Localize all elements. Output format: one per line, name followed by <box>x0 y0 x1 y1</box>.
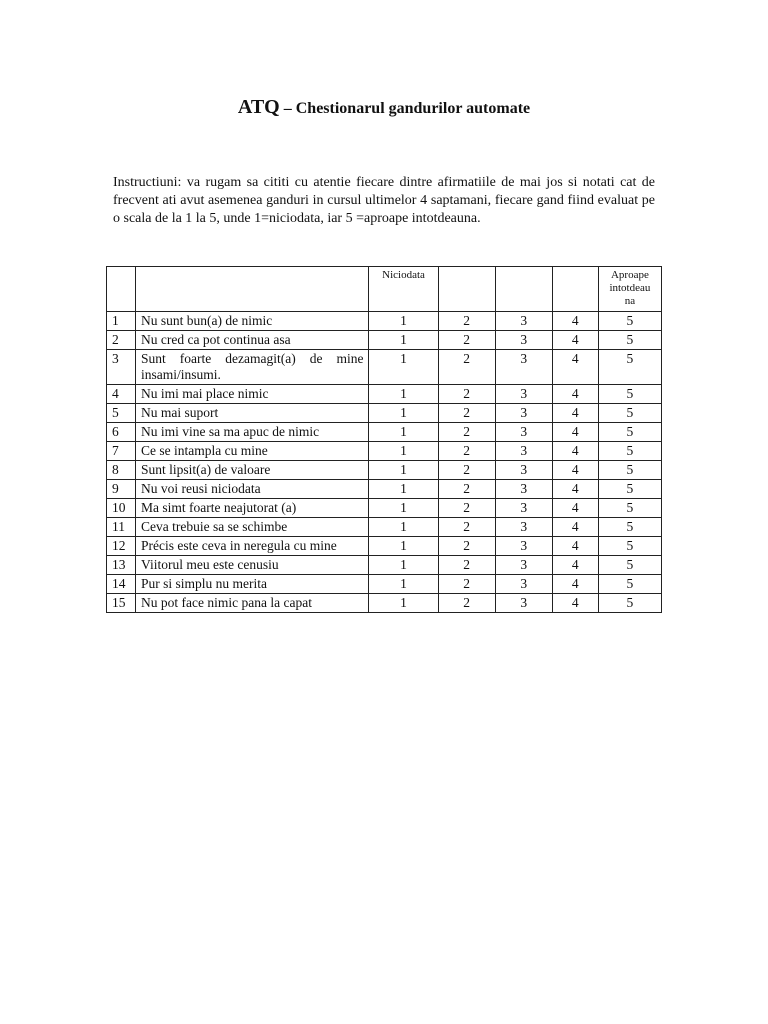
row-statement: Sunt lipsit(a) de valoare <box>136 461 369 480</box>
title-acronym: ATQ <box>237 96 280 118</box>
rating-cell-4: 4 <box>552 594 598 613</box>
rating-cell-3: 3 <box>495 556 552 575</box>
rating-cell-5: 5 <box>598 480 661 499</box>
rating-cell-2: 2 <box>438 499 495 518</box>
rating-cell-5: 5 <box>598 423 661 442</box>
table-row <box>107 461 662 480</box>
rating-cell-2: 2 <box>438 404 495 423</box>
row-number: 10 <box>107 499 136 518</box>
rating-cell-4: 4 <box>552 556 598 575</box>
table-row <box>107 499 662 518</box>
row-statement: Nu mai suport <box>136 404 369 423</box>
row-number: 5 <box>107 404 136 423</box>
rating-cell-3: 3 <box>495 575 552 594</box>
row-statement: Ma simt foarte neajutorat (a) <box>136 499 369 518</box>
rating-cell-3: 3 <box>495 331 552 350</box>
row-statement: Nu pot face nimic pana la capat <box>136 594 369 613</box>
row-number: 15 <box>107 594 136 613</box>
rating-cell-5: 5 <box>598 537 661 556</box>
rating-cell-4: 4 <box>552 480 598 499</box>
rating-cell-1: 1 <box>369 423 438 442</box>
rating-cell-5: 5 <box>598 404 661 423</box>
header-cell-number <box>107 267 136 312</box>
rating-cell-1: 1 <box>369 537 438 556</box>
rating-cell-3: 3 <box>495 537 552 556</box>
row-number: 6 <box>107 423 136 442</box>
rating-cell-4: 4 <box>552 461 598 480</box>
row-number: 2 <box>107 331 136 350</box>
table-body <box>107 312 662 613</box>
rating-cell-1: 1 <box>369 575 438 594</box>
rating-cell-3: 3 <box>495 499 552 518</box>
rating-cell-4: 4 <box>552 312 598 331</box>
page-title <box>0 96 768 119</box>
table-row <box>107 423 662 442</box>
row-statement: Viitorul meu este cenusiu <box>136 556 369 575</box>
questionnaire-table <box>106 266 662 613</box>
rating-cell-1: 1 <box>369 350 438 385</box>
rating-cell-1: 1 <box>369 461 438 480</box>
rating-cell-2: 2 <box>438 556 495 575</box>
table-row <box>107 594 662 613</box>
row-statement: Précis este ceva in neregula cu mine <box>136 537 369 556</box>
header-cell-scale-5: Aproape intotdeau na <box>598 267 661 312</box>
rating-cell-4: 4 <box>552 575 598 594</box>
rating-cell-1: 1 <box>369 594 438 613</box>
rating-cell-4: 4 <box>552 423 598 442</box>
row-number: 3 <box>107 350 136 385</box>
row-statement: Sunt foarte dezamagit(a) de mine insami/insumi. <box>136 350 369 385</box>
table-row <box>107 480 662 499</box>
row-statement: Pur si simplu nu merita <box>136 575 369 594</box>
rating-cell-1: 1 <box>369 442 438 461</box>
rating-cell-5: 5 <box>598 350 661 385</box>
rating-cell-1: 1 <box>369 480 438 499</box>
row-statement: Ce se intampla cu mine <box>136 442 369 461</box>
rating-cell-3: 3 <box>495 385 552 404</box>
table-row <box>107 331 662 350</box>
rating-cell-4: 4 <box>552 442 598 461</box>
table-header-row <box>107 267 662 312</box>
rating-cell-2: 2 <box>438 537 495 556</box>
rating-cell-2: 2 <box>438 594 495 613</box>
row-number: 13 <box>107 556 136 575</box>
rating-cell-5: 5 <box>598 385 661 404</box>
instructions-paragraph: Instructiuni: va rugam sa cititi cu atentie fiecare dintre afirmatiile de mai jos si notati cat de frecvent ati avut asemenea ganduri in cursul ultimelor 4 saptamani, fiecare gand fiind evaluat pe o scala de la 1 la 5, unde 1=niciodata, iar 5 =aproape intotdeauna. <box>113 175 655 226</box>
title-text: – Chestionarul gandurilor automate <box>279 100 531 117</box>
rating-cell-5: 5 <box>598 312 661 331</box>
rating-cell-3: 3 <box>495 404 552 423</box>
row-statement: Nu imi vine sa ma apuc de nimic <box>136 423 369 442</box>
row-statement: Nu voi reusi niciodata <box>136 480 369 499</box>
rating-cell-2: 2 <box>438 423 495 442</box>
rating-cell-5: 5 <box>598 331 661 350</box>
rating-cell-3: 3 <box>495 423 552 442</box>
table-row <box>107 537 662 556</box>
rating-cell-1: 1 <box>369 385 438 404</box>
rating-cell-5: 5 <box>598 556 661 575</box>
table-row <box>107 575 662 594</box>
rating-cell-2: 2 <box>438 575 495 594</box>
rating-cell-4: 4 <box>552 537 598 556</box>
rating-cell-2: 2 <box>438 312 495 331</box>
rating-cell-1: 1 <box>369 499 438 518</box>
rating-cell-1: 1 <box>369 312 438 331</box>
row-statement: Nu sunt bun(a) de nimic <box>136 312 369 331</box>
table-row <box>107 556 662 575</box>
rating-cell-1: 1 <box>369 518 438 537</box>
table-row <box>107 350 662 385</box>
header-cell-scale-2 <box>438 267 495 312</box>
rating-cell-4: 4 <box>552 518 598 537</box>
rating-cell-2: 2 <box>438 331 495 350</box>
header-cell-scale-4 <box>552 267 598 312</box>
rating-cell-4: 4 <box>552 350 598 385</box>
rating-cell-2: 2 <box>438 518 495 537</box>
rating-cell-3: 3 <box>495 518 552 537</box>
row-number: 11 <box>107 518 136 537</box>
table-row <box>107 518 662 537</box>
rating-cell-3: 3 <box>495 480 552 499</box>
rating-cell-1: 1 <box>369 556 438 575</box>
rating-cell-5: 5 <box>598 518 661 537</box>
rating-cell-4: 4 <box>552 331 598 350</box>
rating-cell-3: 3 <box>495 461 552 480</box>
table-row <box>107 442 662 461</box>
rating-cell-2: 2 <box>438 442 495 461</box>
row-number: 7 <box>107 442 136 461</box>
header-cell-item <box>136 267 369 312</box>
rating-cell-3: 3 <box>495 350 552 385</box>
row-statement: Ceva trebuie sa se schimbe <box>136 518 369 537</box>
rating-cell-4: 4 <box>552 404 598 423</box>
rating-cell-3: 3 <box>495 442 552 461</box>
table-row <box>107 312 662 331</box>
table-row <box>107 385 662 404</box>
rating-cell-2: 2 <box>438 385 495 404</box>
rating-cell-2: 2 <box>438 480 495 499</box>
row-number: 9 <box>107 480 136 499</box>
row-number: 4 <box>107 385 136 404</box>
rating-cell-2: 2 <box>438 350 495 385</box>
row-number: 12 <box>107 537 136 556</box>
rating-cell-5: 5 <box>598 461 661 480</box>
table-row <box>107 404 662 423</box>
rating-cell-1: 1 <box>369 331 438 350</box>
row-statement: Nu imi mai place nimic <box>136 385 369 404</box>
row-number: 1 <box>107 312 136 331</box>
rating-cell-4: 4 <box>552 385 598 404</box>
rating-cell-5: 5 <box>598 575 661 594</box>
row-number: 8 <box>107 461 136 480</box>
rating-cell-3: 3 <box>495 594 552 613</box>
row-number: 14 <box>107 575 136 594</box>
row-statement: Nu cred ca pot continua asa <box>136 331 369 350</box>
rating-cell-4: 4 <box>552 499 598 518</box>
header-cell-scale-1: Niciodata <box>369 267 438 312</box>
rating-cell-1: 1 <box>369 404 438 423</box>
rating-cell-5: 5 <box>598 594 661 613</box>
header-cell-scale-3 <box>495 267 552 312</box>
rating-cell-5: 5 <box>598 499 661 518</box>
rating-cell-5: 5 <box>598 442 661 461</box>
rating-cell-2: 2 <box>438 461 495 480</box>
rating-cell-3: 3 <box>495 312 552 331</box>
